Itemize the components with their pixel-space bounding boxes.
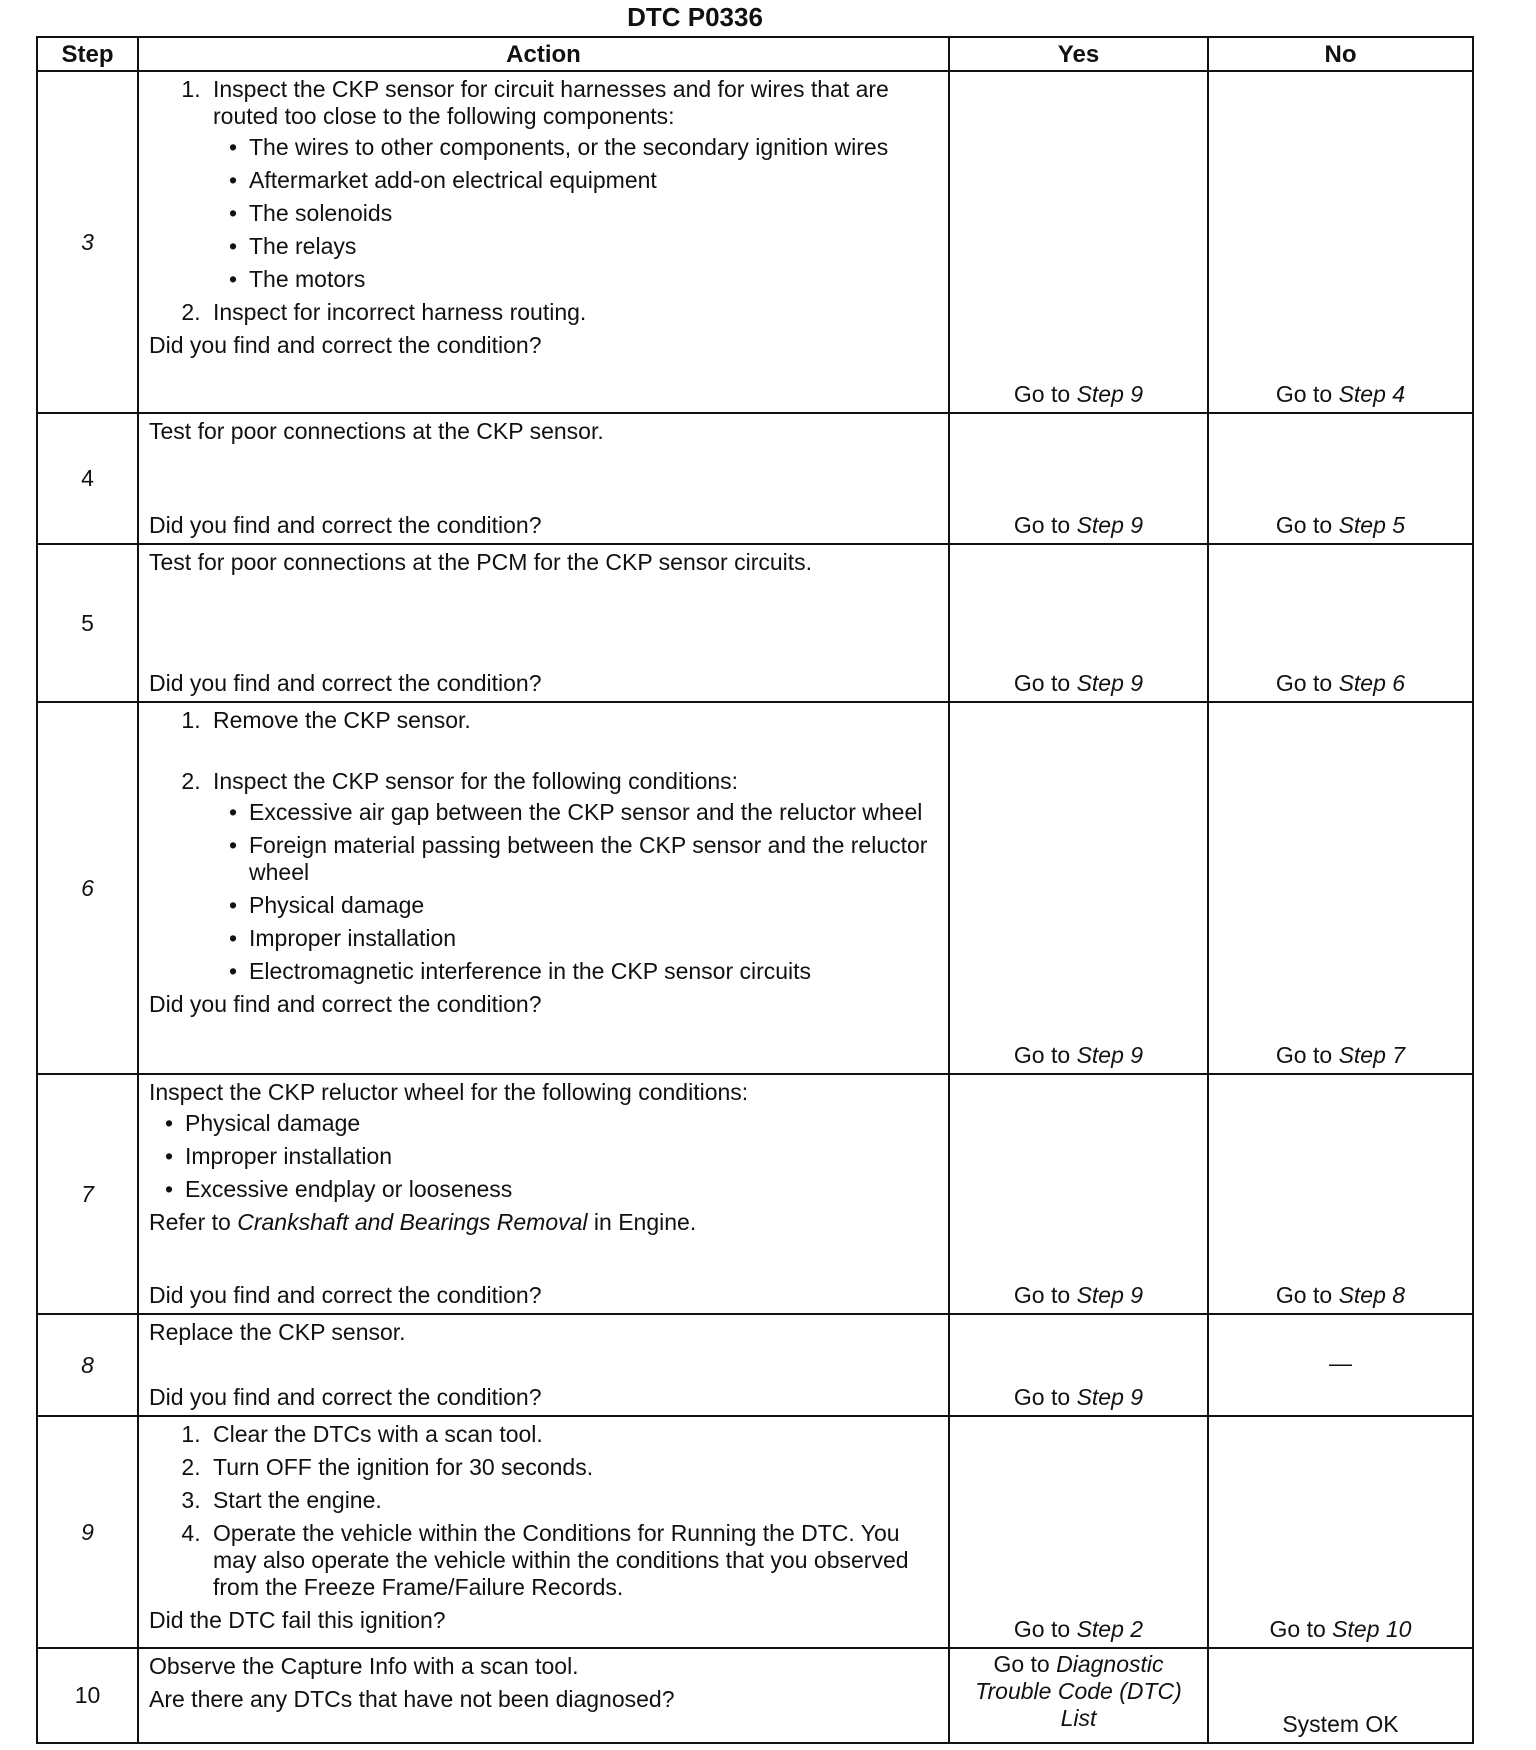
- step-number: 7: [37, 1074, 138, 1314]
- yes-cell: Go to Step 9: [949, 702, 1208, 1074]
- action-text: Test for poor connections at the CKP sensor.: [149, 418, 604, 444]
- bullet-item: • Electromagnetic interference in the CKP sensor circuits: [249, 958, 938, 985]
- bullet-list: [213, 134, 938, 293]
- bullet-item: • Improper installation: [249, 925, 938, 952]
- action-item: 3. Start the engine.: [207, 1487, 938, 1514]
- table-row-step-6: [37, 702, 1473, 1074]
- action-text: Replace the CKP sensor.: [149, 1319, 406, 1345]
- no-cell: Go to Step 10: [1208, 1416, 1473, 1648]
- action-text: Inspect the CKP reluctor wheel for the following conditions:: [149, 1079, 749, 1105]
- question: Did you find and correct the condition?: [149, 670, 542, 696]
- no-cell: System OK: [1208, 1648, 1473, 1743]
- yes-cell: Go to Step 9: [949, 1314, 1208, 1416]
- yes-step-link: Step 9: [1076, 1384, 1144, 1410]
- action-item: 2. Inspect for incorrect harness routing.: [207, 299, 938, 326]
- yes-step-link: Step 9: [1076, 381, 1144, 407]
- no-cell: —: [1208, 1314, 1473, 1416]
- header-action: Action: [138, 37, 949, 71]
- no-step-link: Step 10: [1332, 1616, 1412, 1642]
- action-cell: [138, 413, 949, 544]
- table-row-step-10: [37, 1648, 1473, 1743]
- no-cell: Go to Step 5: [1208, 413, 1473, 544]
- dtc-list-link: Diagnostic Trouble Code (DTC) List: [975, 1651, 1182, 1731]
- table-row-step-7: [37, 1074, 1473, 1314]
- action-item: 2. Inspect the CKP sensor for the following conditions: • Excessive air gap between the CKP sensor and the reluctor wheel • Foreign material passing between the CKP sensor and the reluctor wheel • Physical damage • Improper installation • Electromagnetic interference in the CKP sensor circuits: [207, 768, 938, 985]
- no-cell: Go to Step 4: [1208, 71, 1473, 413]
- header-step: Step: [37, 37, 138, 71]
- yes-cell: Go to Step 9: [949, 413, 1208, 544]
- bullet-item: • Aftermarket add-on electrical equipment: [249, 167, 938, 194]
- yes-step-link: Step 9: [1076, 670, 1144, 696]
- table-row-step-8: [37, 1314, 1473, 1416]
- yes-cell: Go to Step 9: [949, 71, 1208, 413]
- yes-cell: Go to Step 9: [949, 544, 1208, 702]
- bullet-item: • The motors: [249, 266, 938, 293]
- no-cell: Go to Step 7: [1208, 702, 1473, 1074]
- page-title: DTC P0336: [627, 2, 763, 32]
- bullet-item: • Physical damage: [249, 892, 938, 919]
- action-cell: [138, 71, 949, 413]
- bullet-item: • Improper installation: [185, 1143, 938, 1170]
- table-row-step-3: [37, 71, 1473, 413]
- step-number: 5: [37, 544, 138, 702]
- bullet-item: • The solenoids: [249, 200, 938, 227]
- bullet-list: [149, 1110, 938, 1203]
- question: Did the DTC fail this ignition?: [149, 1607, 446, 1633]
- bullet-item: • Excessive air gap between the CKP sensor and the reluctor wheel: [249, 799, 938, 826]
- action-cell: [138, 1648, 949, 1743]
- yes-step-link: Step 9: [1076, 1282, 1144, 1308]
- question: Did you find and correct the condition?: [149, 991, 542, 1017]
- step-number: 10: [37, 1648, 138, 1743]
- question: Did you find and correct the condition?: [149, 512, 542, 538]
- table-row-step-5: [37, 544, 1473, 702]
- yes-cell: Go to Step 2: [949, 1416, 1208, 1648]
- action-text: Test for poor connections at the PCM for the CKP sensor circuits.: [149, 549, 813, 575]
- reference-text: Refer to Crankshaft and Bearings Removal in Engine.: [149, 1209, 697, 1235]
- action-item: 1. Remove the CKP sensor.: [207, 707, 938, 734]
- bullet-item: • Excessive endplay or looseness: [185, 1176, 938, 1203]
- bullet-item: • The wires to other components, or the secondary ignition wires: [249, 134, 938, 161]
- step-number: 6: [37, 702, 138, 1074]
- no-step-link: Step 5: [1338, 512, 1406, 538]
- no-cell: Go to Step 6: [1208, 544, 1473, 702]
- yes-cell: Go to Diagnostic Trouble Code (DTC) List: [949, 1648, 1208, 1743]
- action-cell: [138, 1416, 949, 1648]
- no-step-link: Step 7: [1338, 1042, 1406, 1068]
- crankshaft-reference-link[interactable]: Crankshaft and Bearings Removal: [237, 1209, 588, 1235]
- no-step-link: Step 8: [1338, 1282, 1406, 1308]
- yes-step-link: Step 9: [1076, 512, 1144, 538]
- action-item: 1. Clear the DTCs with a scan tool.: [207, 1421, 938, 1448]
- yes-step-link: Step 2: [1076, 1616, 1144, 1642]
- step-number: 4: [37, 413, 138, 544]
- header-no: No: [1208, 37, 1473, 71]
- action-item: 1. Inspect the CKP sensor for circuit harnesses and for wires that are routed too close to the following components: • The wires to other components, or the secondary ignition wires • Aftermarket add-on electrical equipment • The solenoids • The relays • The motors: [207, 76, 938, 293]
- table-row-step-9: [37, 1416, 1473, 1648]
- bullet-item: • The relays: [249, 233, 938, 260]
- action-text: Observe the Capture Info with a scan tool.: [149, 1653, 579, 1679]
- action-cell: [138, 1314, 949, 1416]
- action-cell: [138, 702, 949, 1074]
- header-row: [37, 37, 1473, 71]
- step-number: 8: [37, 1314, 138, 1416]
- question: Did you find and correct the condition?: [149, 1282, 542, 1308]
- no-step-link: Step 6: [1338, 670, 1406, 696]
- no-step-link: Step 4: [1338, 381, 1406, 407]
- question: Are there any DTCs that have not been diagnosed?: [149, 1686, 675, 1712]
- action-item: 4. Operate the vehicle within the Conditions for Running the DTC. You may also operate the vehicle within the conditions that you observed from the Freeze Frame/Failure Records.: [207, 1520, 938, 1601]
- header-yes: Yes: [949, 37, 1208, 71]
- question: Did you find and correct the condition?: [149, 332, 542, 358]
- action-cell: [138, 544, 949, 702]
- step-number: 3: [37, 71, 138, 413]
- step-number: 9: [37, 1416, 138, 1648]
- yes-cell: Go to Step 9: [949, 1074, 1208, 1314]
- action-cell: [138, 1074, 949, 1314]
- dtc-table: [36, 36, 1474, 1744]
- no-cell: Go to Step 8: [1208, 1074, 1473, 1314]
- bullet-item: • Physical damage: [185, 1110, 938, 1137]
- question: Did you find and correct the condition?: [149, 1384, 542, 1410]
- yes-step-link: Step 9: [1076, 1042, 1144, 1068]
- table-row-step-4: [37, 413, 1473, 544]
- bullet-list: [213, 799, 938, 985]
- bullet-item: • Foreign material passing between the CKP sensor and the reluctor wheel: [249, 832, 938, 886]
- action-item: 2. Turn OFF the ignition for 30 seconds.: [207, 1454, 938, 1481]
